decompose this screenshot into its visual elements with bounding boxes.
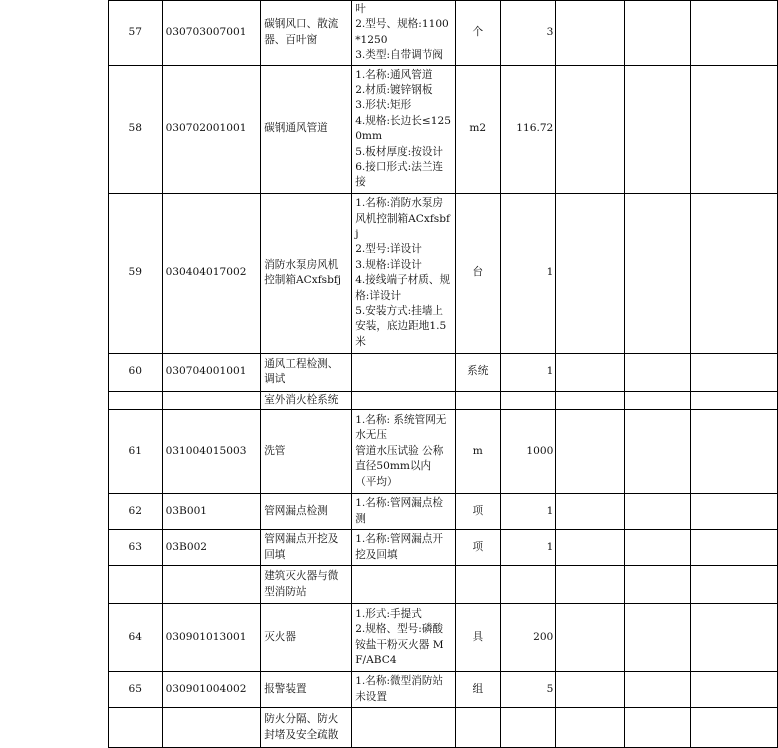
item-code-cell	[162, 708, 261, 748]
table-row	[109, 410, 778, 494]
quantity-cell	[500, 391, 556, 409]
item-number-cell: 62	[109, 494, 163, 530]
unit-cell	[455, 566, 500, 604]
description-line: 3.形状:矩形	[355, 99, 412, 112]
item-code-cell: 030901004002	[162, 672, 261, 708]
unit-cell	[455, 391, 500, 409]
quantity-cell	[500, 708, 556, 748]
item-code-cell: 030404017002	[162, 193, 261, 353]
description-line: 3.类型:自带调节阀	[355, 49, 444, 62]
description-line: 4.规格:长边长≤1250mm	[355, 114, 451, 143]
total-price-cell	[625, 391, 690, 409]
item-name-cell: 洗管	[261, 410, 352, 494]
item-code-cell: 030704001001	[162, 353, 261, 391]
total-price-cell	[625, 566, 690, 604]
item-number-cell: 63	[109, 530, 163, 566]
item-name-cell: 通风工程检测、调试	[261, 353, 352, 391]
remarks-cell	[690, 193, 777, 353]
table-row	[109, 708, 778, 748]
item-description-cell	[352, 193, 456, 353]
quantity-cell: 1	[500, 494, 556, 530]
unit-cell: 项	[455, 494, 500, 530]
unit-cell: 项	[455, 530, 500, 566]
unit-price-cell	[556, 494, 625, 530]
remarks-cell	[690, 494, 777, 530]
item-name-cell: 建筑灭火器与微型消防站	[261, 566, 352, 604]
description-line: 4.接线端子材质、规格:详设计	[355, 274, 451, 302]
unit-cell: 台	[455, 193, 500, 353]
table-row	[109, 494, 778, 530]
item-code-cell	[162, 566, 261, 604]
item-code-cell: 031004015003	[162, 410, 261, 494]
table-row	[109, 672, 778, 708]
description-line: 5.安装方式:挂墙上安装，底边距地1.5米	[355, 304, 447, 348]
table-body	[109, 1, 778, 748]
unit-price-cell	[556, 604, 625, 672]
total-price-cell	[625, 410, 690, 494]
item-number-cell: 57	[109, 1, 163, 66]
description-line: 叶	[355, 3, 366, 15]
description-line: 1.形式:手提式	[355, 607, 422, 620]
unit-cell: 个	[455, 1, 500, 66]
unit-cell: 具	[455, 604, 500, 672]
remarks-cell	[690, 65, 777, 193]
description-line: 5.板材厚度:按设计	[355, 145, 444, 158]
total-price-cell	[625, 530, 690, 566]
unit-price-cell	[556, 708, 625, 748]
total-price-cell	[625, 65, 690, 193]
table-row	[109, 391, 778, 409]
description-line: 1.名称: 系统管网无水无压	[355, 414, 447, 442]
unit-price-cell	[556, 530, 625, 566]
unit-price-cell	[556, 672, 625, 708]
unit-cell: m2	[455, 65, 500, 193]
item-name-cell: 防火分隔、防火封堵及安全疏散	[261, 708, 352, 748]
item-description-cell	[352, 604, 456, 672]
item-number-cell: 61	[109, 410, 163, 494]
description-line: 3.规格:详设计	[355, 258, 422, 271]
item-number-cell	[109, 566, 163, 604]
remarks-cell	[690, 1, 777, 66]
quantity-cell: 1	[500, 530, 556, 566]
item-description-cell	[352, 494, 456, 530]
total-price-cell	[625, 1, 690, 66]
total-price-cell	[625, 672, 690, 708]
unit-cell: 组	[455, 672, 500, 708]
item-name-cell: 消防水泵房风机控制箱ACxfsbfj	[261, 193, 352, 353]
remarks-cell	[690, 353, 777, 391]
table-row	[109, 193, 778, 353]
item-number-cell: 60	[109, 353, 163, 391]
item-description-cell	[352, 530, 456, 566]
item-description-cell	[352, 566, 456, 604]
quantity-cell	[500, 566, 556, 604]
quantity-cell: 200	[500, 604, 556, 672]
item-number-cell: 65	[109, 672, 163, 708]
item-name-cell: 管网漏点开挖及回填	[261, 530, 352, 566]
bill-of-quantities-table	[108, 0, 778, 748]
item-description-cell	[352, 410, 456, 494]
item-description-cell	[352, 708, 456, 748]
quantity-cell: 1	[500, 193, 556, 353]
quantity-cell: 1000	[500, 410, 556, 494]
item-code-cell: 030702001001	[162, 65, 261, 193]
unit-price-cell	[556, 391, 625, 409]
unit-price-cell	[556, 353, 625, 391]
item-code-cell: 030703007001	[162, 1, 261, 66]
item-number-cell	[109, 391, 163, 409]
item-code-cell: 03B001	[162, 494, 261, 530]
table-row	[109, 604, 778, 672]
item-description-cell	[352, 353, 456, 391]
table-row	[109, 566, 778, 604]
description-line: 6.接口形式:法兰连接	[355, 160, 444, 189]
total-price-cell	[625, 604, 690, 672]
table-row	[109, 530, 778, 566]
item-name-cell: 管网漏点检测	[261, 494, 352, 530]
item-code-cell: 03B002	[162, 530, 261, 566]
description-line: 2.规格、型号:磷酸铵盐干粉灭火器 MF/ABC4	[355, 623, 444, 666]
item-description-cell	[352, 65, 456, 193]
remarks-cell	[690, 410, 777, 494]
description-line: 2.材质:镀锌钢板	[355, 83, 433, 96]
item-name-cell: 灭火器	[261, 604, 352, 672]
description-line: 管道水压试验 公称直径50mm以内（平均）	[355, 444, 444, 488]
remarks-cell	[690, 708, 777, 748]
item-number-cell: 59	[109, 193, 163, 353]
remarks-cell	[690, 566, 777, 604]
item-number-cell	[109, 708, 163, 748]
unit-price-cell	[556, 410, 625, 494]
description-line: 1.名称:消防水泵房风机控制箱ACxfsbfj	[355, 197, 450, 240]
description-line: 2.型号:详设计	[355, 243, 422, 256]
item-code-cell	[162, 391, 261, 409]
item-description-cell	[352, 1, 456, 66]
total-price-cell	[625, 193, 690, 353]
total-price-cell	[625, 494, 690, 530]
remarks-cell	[690, 604, 777, 672]
quantity-cell: 1	[500, 353, 556, 391]
remarks-cell	[690, 530, 777, 566]
unit-cell: 系统	[455, 353, 500, 391]
description-line: 1.名称:通风管道	[355, 68, 433, 81]
unit-price-cell	[556, 193, 625, 353]
item-description-cell	[352, 672, 456, 708]
unit-price-cell	[556, 566, 625, 604]
table-row	[109, 65, 778, 193]
item-description-cell	[352, 391, 456, 409]
item-code-cell: 030901013001	[162, 604, 261, 672]
table-row	[109, 1, 778, 66]
description-line: 1.名称:管网漏点检测	[355, 497, 444, 525]
total-price-cell	[625, 708, 690, 748]
unit-cell	[455, 708, 500, 748]
table-row	[109, 353, 778, 391]
quantity-cell: 5	[500, 672, 556, 708]
quantity-cell: 116.72	[500, 65, 556, 193]
item-name-cell: 报警装置	[261, 672, 352, 708]
description-line: 2.型号、规格:1100*1250	[355, 18, 449, 46]
unit-price-cell	[556, 65, 625, 193]
quantity-cell: 3	[500, 1, 556, 66]
unit-price-cell	[556, 1, 625, 66]
description-line: 1.名称:管网漏点开挖及回填	[355, 533, 444, 561]
unit-cell: m	[455, 410, 500, 494]
total-price-cell	[625, 353, 690, 391]
item-number-cell: 58	[109, 65, 163, 193]
item-name-cell: 室外消火栓系统	[261, 391, 352, 409]
description-line: 1.名称:微型消防站未设置	[355, 675, 444, 703]
item-name-cell: 碳钢风口、散流器、百叶窗	[261, 1, 352, 66]
item-number-cell: 64	[109, 604, 163, 672]
remarks-cell	[690, 672, 777, 708]
item-name-cell: 碳钢通风管道	[261, 65, 352, 193]
remarks-cell	[690, 391, 777, 409]
